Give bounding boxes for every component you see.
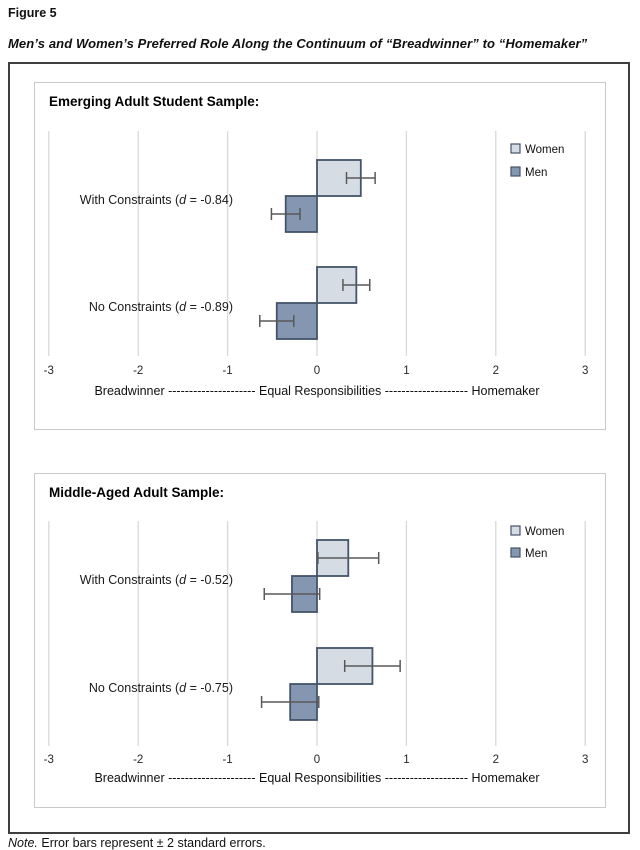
x-tick-label: -3 [43, 365, 54, 377]
category-label: With Constraints (d = -0.84) [79, 193, 233, 207]
x-tick-label: -1 [222, 754, 233, 766]
legend-label-women: Women [525, 526, 565, 538]
legend-label-men: Men [525, 167, 548, 179]
legend-label-women: Women [525, 144, 565, 156]
legend-label-men: Men [525, 548, 548, 560]
x-tick-label: -1 [222, 365, 233, 377]
category-label: No Constraints (d = -0.89) [88, 300, 233, 314]
x-axis-label: Breadwinner --------------------- Equal Responsibilities -------------------- Homemaker [94, 771, 540, 785]
legend-swatch-men [511, 548, 520, 557]
x-tick-label: 0 [313, 365, 321, 377]
x-tick-label: 1 [403, 365, 410, 377]
x-tick-label: 3 [581, 754, 589, 766]
chart-svg [35, 83, 605, 429]
chart-svg [35, 474, 605, 807]
chart-panel-emerging-adult [34, 82, 606, 430]
note-label: Note. [8, 836, 38, 850]
figure-outer-box [8, 62, 630, 834]
figure-note [8, 836, 266, 850]
category-label: No Constraints (d = -0.75) [88, 681, 233, 695]
chart-heading: Emerging Adult Student Sample: [49, 94, 260, 109]
x-tick-label: 2 [492, 365, 500, 377]
x-axis-label: Breadwinner --------------------- Equal Responsibilities -------------------- Homemaker [94, 384, 540, 398]
x-tick-label: 1 [403, 754, 410, 766]
figure-label: Figure 5 [8, 6, 57, 20]
category-label: With Constraints (d = -0.52) [79, 573, 233, 587]
legend-swatch-men [511, 167, 520, 176]
chart-heading: Middle-Aged Adult Sample: [49, 485, 224, 500]
x-tick-label: 2 [492, 754, 500, 766]
figure-title: Men’s and Women’s Preferred Role Along the Continuum of “Breadwinner” to “Homemaker” [8, 36, 588, 51]
x-tick-label: -2 [133, 365, 144, 377]
chart-panel-middle-aged-adult [34, 473, 606, 808]
x-tick-label: 3 [581, 365, 589, 377]
note-text: Error bars represent ± 2 standard errors. [37, 836, 266, 850]
x-tick-label: -3 [43, 754, 54, 766]
legend-swatch-women [511, 526, 520, 535]
legend-swatch-women [511, 144, 520, 153]
x-tick-label: -2 [133, 754, 144, 766]
x-tick-label: 0 [313, 754, 321, 766]
